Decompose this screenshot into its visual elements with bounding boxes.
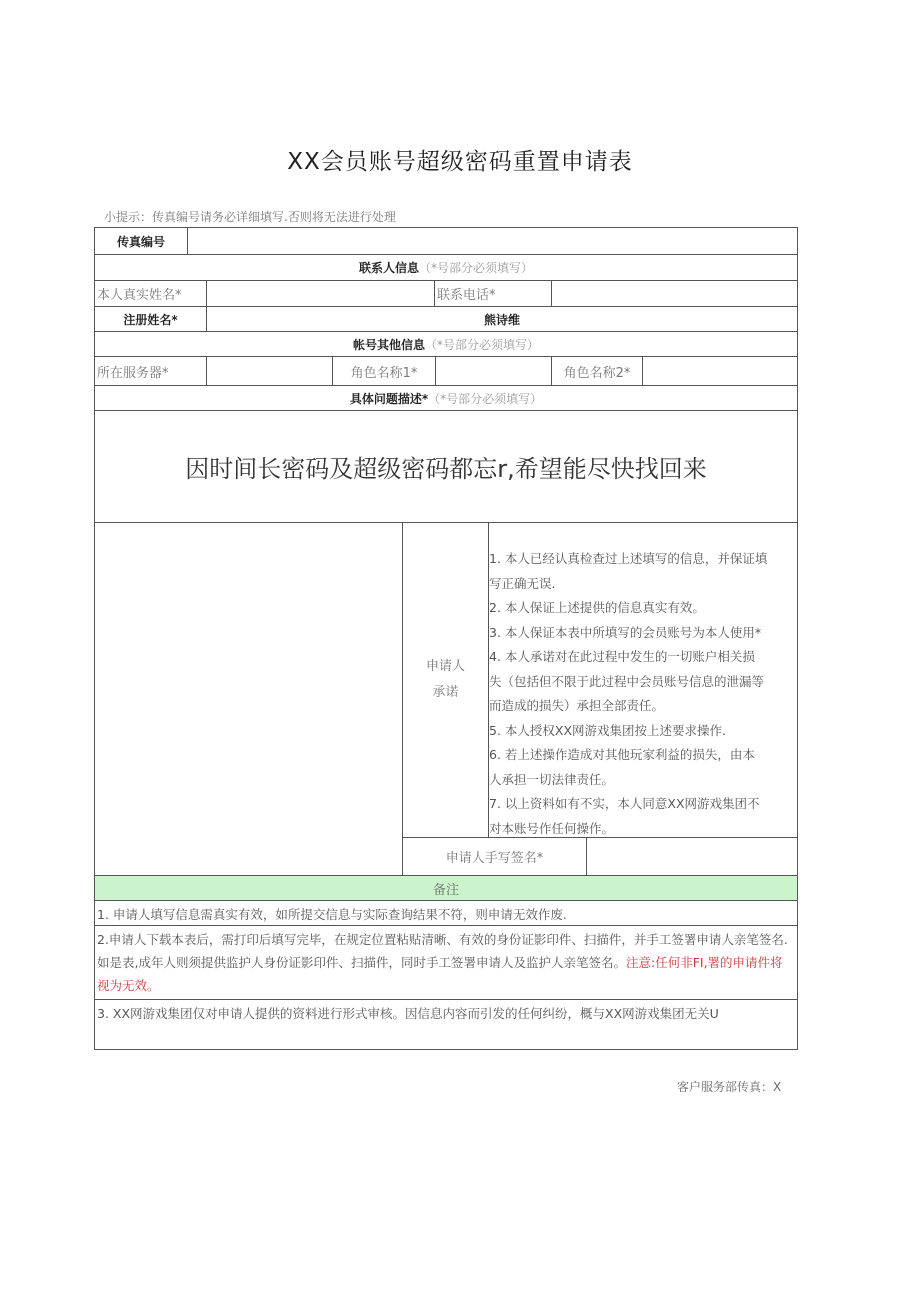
signature-field[interactable] — [586, 837, 798, 876]
role1-field[interactable] — [435, 356, 552, 386]
phone-field[interactable] — [551, 280, 798, 307]
signature-label: 申请人手写签名* — [402, 837, 587, 876]
remark-1: 1. 申请人填写信息需真实有效，如所提交信息与实际查询结果不符，则申请无效作废. — [94, 900, 798, 926]
server-field[interactable] — [206, 356, 333, 386]
problem-header-note: （*号部分必须填写） — [428, 391, 543, 406]
promise-item: 4. 本人承诺对在此过程中发生的一切账户相关损 失（包括但不限于此过程中会员账号信息的泄漏等 而造成的损失）承担全部责任。 — [489, 649, 765, 713]
contact-header-title: 联系人信息 — [358, 261, 419, 275]
contact-header — [94, 254, 798, 281]
register-name-label: 注册姓名* — [94, 306, 207, 332]
promise-item: 6. 若上述操作造成对其他玩家利益的损失，由本 人承担一切法律责任。 — [489, 747, 755, 787]
application-form — [94, 227, 798, 1050]
register-name-field[interactable]: 熊诗维 — [206, 306, 798, 332]
problem-description[interactable]: 因时间长密码及超级密码都忘r,希望能尽快找回来 — [94, 410, 798, 523]
promise-list — [488, 522, 798, 838]
real-name-field[interactable] — [206, 280, 435, 307]
promise-item: 3. 本人保证本表中所填写的会员账号为本人使用* — [489, 624, 762, 640]
server-label: 所在服务器* — [94, 356, 207, 386]
remark-3: 3. XX网游戏集团仅对申请人提供的资料进行形式审核。因信息内容而引发的任何纠纷，概与XX网游戏集团无关U — [94, 999, 798, 1050]
remark-2 — [94, 925, 798, 1000]
promise-label — [402, 522, 489, 838]
problem-header — [94, 385, 798, 411]
account-header-note: （*号部分必须填写） — [425, 337, 540, 352]
form-title: XX会员账号超级密码重置申请表 — [287, 149, 633, 175]
remarks-header: 备注 — [94, 875, 798, 901]
problem-header-title: 具体问题描述* — [349, 391, 429, 406]
hint-text: 小提示：传真编号请务必详细填写.否则将无法进行处理 — [104, 210, 396, 224]
account-header — [94, 331, 798, 357]
promise-item: 5. 本人授权XX网游戏集团按上述要求操作. — [489, 722, 727, 738]
footer-fax: 客户服务部传真：X — [677, 1080, 782, 1094]
promise-item: 7. 以上资料如有不实，本人同意XX网游戏集团不 对本账号作任何操作。 — [489, 796, 760, 836]
role2-label: 角色名称2* — [551, 356, 643, 386]
fax-number-field[interactable] — [187, 227, 798, 255]
account-header-title: 帐号其他信息 — [352, 337, 425, 352]
contact-header-note: （*号部分必须填写） — [419, 261, 534, 275]
fax-label: 传真编号 — [94, 227, 188, 255]
promise-item: 2. 本人保证上述提供的信息真实有效。 — [489, 600, 705, 615]
promise-item: 1. 本人已经认真检查过上述填写的信息，并保证填 写正确无误. — [489, 551, 768, 591]
role1-label: 角色名称1* — [332, 356, 436, 386]
remark-2-warning: 注意:任何非FI,署的申请件将视为无效。 — [97, 955, 783, 993]
remark-2-text: 2.申请人下载本表后，需打印后填写完毕，在规定位置粘贴清晰、有效的身份证影印件、扫描件，并手工签署申请人亲笔签名.如是表,成年人则须提供监护人身份证影印件、扫描件，同时手工签署申请人及监护人亲笔签名。 — [97, 932, 788, 970]
promise-label-line1: 申请人 — [425, 659, 465, 674]
photo-area — [94, 522, 403, 876]
role2-field[interactable] — [642, 356, 798, 386]
phone-label: 联系电话* — [434, 280, 552, 307]
promise-label-line2: 承诺 — [432, 685, 459, 700]
real-name-label: 本人真实姓名* — [94, 280, 207, 307]
